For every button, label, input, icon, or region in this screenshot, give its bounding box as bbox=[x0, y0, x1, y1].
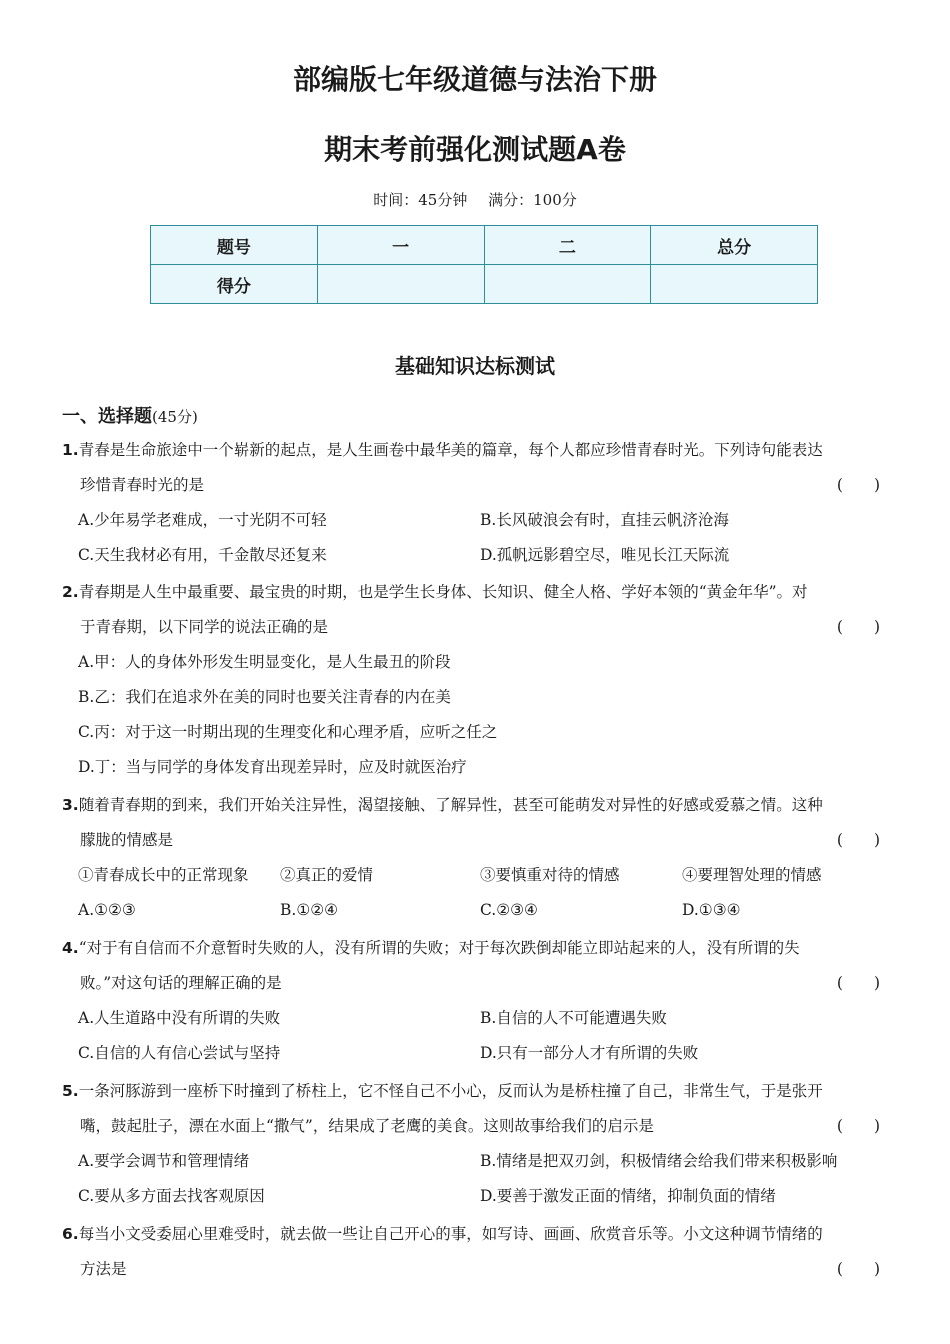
question-5 bbox=[62, 1074, 886, 1214]
option-a[interactable]: A.要学会调节和管理情绪 bbox=[78, 1152, 250, 1170]
score-table-score-row bbox=[151, 265, 818, 304]
question-text: 嘴，鼓起肚子，漂在水面上“撒气”，结果成了老鹰的美食。这则故事给我们的启示是 bbox=[80, 1117, 654, 1135]
option-c[interactable]: C.②③④ bbox=[480, 901, 538, 919]
option-c[interactable]: C.天生我材必有用，千金散尽还复来 bbox=[78, 546, 327, 564]
option-a[interactable]: A.①②③ bbox=[78, 901, 136, 919]
score-table-cell: 总分 bbox=[651, 226, 818, 265]
question-text: “对于有自信而不介意暂时失败的人，没有所谓的失败；对于每次跌倒却能立即站起来的人，没有所谓的失 bbox=[78, 939, 800, 957]
section-title: 基础知识达标测试 bbox=[395, 354, 555, 378]
part-heading bbox=[62, 402, 198, 428]
option-b[interactable]: B.乙：我们在追求外在美的同时也要关注青春的内在美 bbox=[78, 688, 451, 706]
option-a[interactable]: A.少年易学老难成，一寸光阴不可轻 bbox=[78, 511, 327, 529]
answer-blank[interactable]: ( ) bbox=[836, 974, 880, 992]
answer-blank[interactable]: ( ) bbox=[836, 618, 880, 636]
score-entry-cell bbox=[651, 265, 818, 304]
question-number: 5. bbox=[62, 1082, 79, 1100]
part-points: (45分) bbox=[152, 408, 198, 426]
score-table-cell: 得分 bbox=[151, 265, 318, 304]
statement-4: ④要理智处理的情感 bbox=[682, 866, 822, 884]
answer-blank[interactable]: ( ) bbox=[836, 1117, 880, 1135]
statement-2: ②真正的爱情 bbox=[280, 866, 374, 884]
question-number: 1. bbox=[62, 441, 79, 459]
document-subtitle: 期末考前强化测试题A卷 bbox=[324, 133, 626, 166]
option-c[interactable]: C.丙：对于这一时期出现的生理变化和心理矛盾，应听之任之 bbox=[78, 723, 498, 741]
question-number: 4. bbox=[62, 939, 79, 957]
option-a[interactable]: A.人生道路中没有所谓的失败 bbox=[78, 1009, 281, 1027]
score-entry-cell bbox=[317, 265, 484, 304]
question-number: 6. bbox=[62, 1225, 79, 1243]
option-b[interactable]: B.情绪是把双刃剑，积极情绪会给我们带来积极影响 bbox=[480, 1152, 838, 1170]
question-text: 方法是 bbox=[80, 1260, 127, 1278]
score-table-cell: 二 bbox=[484, 226, 651, 265]
score-entry-cell bbox=[484, 265, 651, 304]
question-text: 珍惜青春时光的是 bbox=[80, 476, 205, 494]
option-c[interactable]: C.要从多方面去找客观原因 bbox=[78, 1187, 265, 1205]
score-table-cell: 一 bbox=[317, 226, 484, 265]
option-d[interactable]: D.只有一部分人才有所谓的失败 bbox=[480, 1044, 699, 1062]
question-1 bbox=[62, 433, 886, 573]
part-title: 一、选择题 bbox=[62, 406, 152, 427]
score-label: 满分：100分 bbox=[488, 191, 577, 209]
question-4 bbox=[62, 931, 886, 1071]
option-d[interactable]: D.孤帆远影碧空尽，唯见长江天际流 bbox=[480, 546, 730, 564]
score-table-header-row bbox=[151, 226, 818, 265]
answer-blank[interactable]: ( ) bbox=[836, 831, 880, 849]
question-text: 青春期是人生中最重要、最宝贵的时期，也是学生长身体、长知识、健全人格、学好本领的“黄金年华”。对 bbox=[78, 583, 808, 601]
option-b[interactable]: B.长风破浪会有时，直挂云帆济沧海 bbox=[480, 511, 729, 529]
exam-meta bbox=[0, 189, 950, 210]
option-d[interactable]: D.①③④ bbox=[682, 901, 741, 919]
question-text: 于青春期，以下同学的说法正确的是 bbox=[80, 618, 329, 636]
option-b[interactable]: B.自信的人不可能遭遇失败 bbox=[480, 1009, 667, 1027]
option-d[interactable]: D.丁：当与同学的身体发育出现差异时，应及时就医治疗 bbox=[78, 758, 467, 776]
question-6 bbox=[62, 1217, 886, 1287]
option-d[interactable]: D.要善于激发正面的情绪，抑制负面的情绪 bbox=[480, 1187, 776, 1205]
question-text: 一条河豚游到一座桥下时撞到了桥柱上，它不怪自己不小心，反而认为是桥柱撞了自己，非常生气，于是张开 bbox=[78, 1082, 823, 1100]
statement-1: ①青春成长中的正常现象 bbox=[78, 866, 249, 884]
score-table-cell: 题号 bbox=[151, 226, 318, 265]
score-table bbox=[150, 225, 818, 304]
question-number: 2. bbox=[62, 583, 79, 601]
question-2 bbox=[62, 575, 886, 785]
answer-blank[interactable]: ( ) bbox=[836, 1260, 880, 1278]
question-text: 每当小文受委屈心里难受时，就去做一些让自己开心的事，如写诗、画画、欣赏音乐等。小文这种调节情绪的 bbox=[78, 1225, 823, 1243]
question-text: 朦胧的情感是 bbox=[80, 831, 174, 849]
answer-blank[interactable]: ( ) bbox=[836, 476, 880, 494]
time-label: 时间：45分钟 bbox=[373, 191, 468, 209]
question-text: 随着青春期的到来，我们开始关注异性，渴望接触、了解异性，甚至可能萌发对异性的好感或爱慕之情。这种 bbox=[78, 796, 823, 814]
statement-3: ③要慎重对待的情感 bbox=[480, 866, 620, 884]
question-number: 3. bbox=[62, 796, 79, 814]
option-b[interactable]: B.①②④ bbox=[280, 901, 339, 919]
question-text: 败。”对这句话的理解正确的是 bbox=[80, 974, 282, 992]
option-c[interactable]: C.自信的人有信心尝试与坚持 bbox=[78, 1044, 281, 1062]
document-title: 部编版七年级道德与法治下册 bbox=[292, 63, 657, 96]
option-a[interactable]: A.甲：人的身体外形发生明显变化，是人生最丑的阶段 bbox=[78, 653, 451, 671]
question-text: 青春是生命旅途中一个崭新的起点，是人生画卷中最华美的篇章，每个人都应珍惜青春时光。下列诗句能表达 bbox=[78, 441, 823, 459]
question-3 bbox=[62, 788, 886, 928]
